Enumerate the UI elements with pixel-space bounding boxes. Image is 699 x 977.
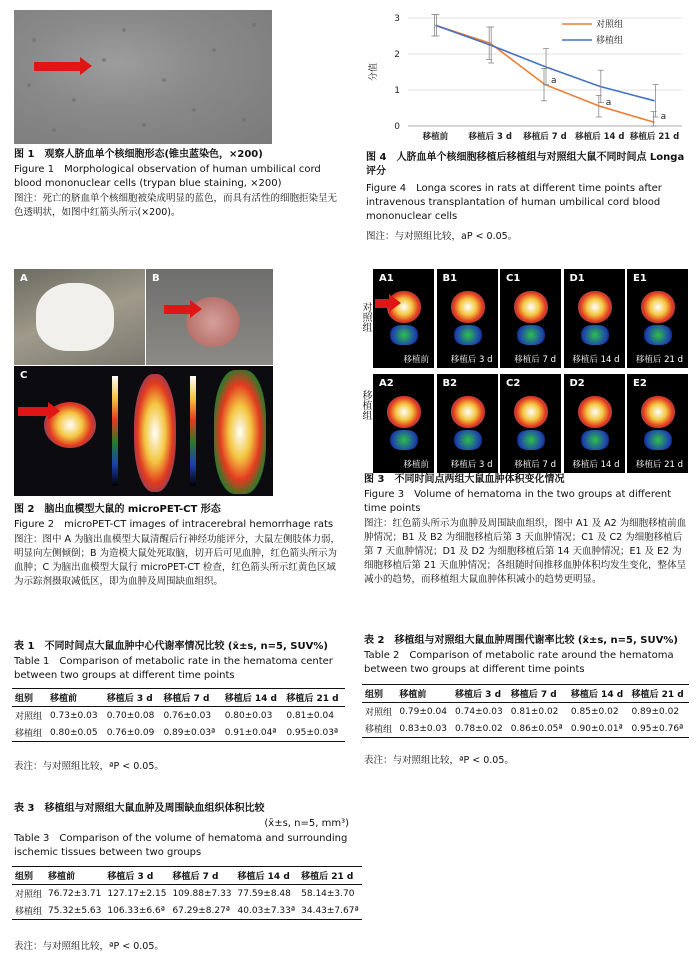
table-cell: 34.43±7.67ª: [301, 905, 359, 916]
red-arrow-icon: [375, 299, 389, 308]
panel-label: E2: [633, 378, 647, 389]
table1-title-en: Table 1 Comparison of metabolic rate in the hematoma center between two groups at different time points: [14, 656, 333, 681]
table-cell: 75.32±5.63: [48, 905, 102, 916]
figure3-pet-grid: [373, 269, 688, 477]
table-cell: 移植组: [15, 907, 43, 917]
table1-note: 表注：与对照组比较，ªP < 0.05。: [14, 761, 164, 772]
table-header: 移植前: [48, 872, 76, 882]
table-cell: 0.81±0.02: [510, 706, 559, 717]
table-cell: 109.88±7.33: [172, 888, 232, 899]
pet-brain-blob: [641, 396, 675, 428]
pet-lower-blob: [390, 430, 418, 450]
figure1-image: [14, 10, 272, 144]
table3-units: (x̄±s, n=5, mm³): [264, 818, 349, 829]
pet-brain-blob: [387, 396, 421, 428]
panel-time-label: 移植后 7 d: [514, 460, 556, 470]
table-cell: 0.89±0.02: [631, 706, 680, 717]
panel-time-label: 移植前: [403, 460, 429, 470]
pet-scan-panel: [564, 374, 625, 473]
y-tick-label: 1: [394, 86, 400, 96]
pet-colorbar-2: [190, 376, 196, 486]
cell-texture: [14, 10, 272, 144]
x-tick-label: 移植后 3 d: [468, 132, 512, 142]
table-row: [12, 885, 362, 903]
significance-annotation: a: [551, 76, 557, 87]
table3-title-en: Table 3 Comparison of the volume of hematoma and surrounding ischemic tissues between two groups: [14, 833, 348, 858]
table-cell: 0.78±0.02: [455, 723, 503, 734]
panel-time-label: 移植后 3 d: [450, 460, 493, 470]
pet-lower-blob: [517, 325, 545, 345]
table-cell: 0.79±0.04: [399, 706, 447, 717]
pet-lower-blob: [454, 325, 482, 345]
table-header: 组别: [15, 872, 34, 882]
table-cell: 67.29±8.27ª: [172, 905, 231, 916]
legend-label: 移植组: [596, 36, 624, 46]
row-label-control: 对照组: [360, 302, 371, 332]
pet-scan-panel: [437, 374, 498, 473]
figure2-caption-en: Figure 2 microPET-CT images of intracerebral hemorrhage rats: [14, 519, 334, 530]
pet-lower-blob: [517, 430, 545, 450]
table-header: 移植后 21 d: [286, 694, 339, 704]
x-tick-label: 移植前: [422, 132, 449, 142]
panel-time-label: 移植后 3 d: [450, 355, 493, 365]
table-cell: 127.17±2.15: [107, 888, 167, 899]
table3-title-cn: 表 3 移植组与对照组大鼠血肿及周围缺血组织体积比较: [14, 803, 265, 814]
panel-time-label: 移植后 21 d: [635, 355, 683, 365]
figure2-panel-a: [14, 269, 145, 365]
table-cell: 0.95±0.76ª: [631, 723, 684, 734]
significance-annotation: a: [605, 97, 612, 108]
longa-score-chart: [362, 8, 692, 148]
panel-time-label: 移植前: [403, 355, 429, 365]
row-label-transplant: 移植组: [360, 390, 371, 420]
panel-label: A1: [379, 273, 394, 284]
pet-scan-body: [134, 374, 176, 492]
x-tick-label: 移植后 21 d: [629, 132, 680, 142]
figure1-note: 图注：死亡的脐血单个核细胞被染成明显的蓝色，而具有活性的细胞拒染呈无色透明状，如图中红箭头所示(×200)。: [14, 193, 338, 218]
table-cell: 106.33±6.6ª: [107, 905, 165, 916]
table-header-row: [362, 685, 689, 703]
red-arrow-icon: [34, 62, 80, 71]
panel-time-label: 移植后 14 d: [572, 460, 620, 470]
table1-title-cn: 表 1 不同时间点大鼠血肿中心代谢率情况比较 (x̄±s, n=5, SUV%): [14, 641, 328, 652]
table-header: 移植前: [399, 690, 427, 700]
pet-brain-blob: [641, 291, 675, 323]
table-cell: 对照组: [15, 890, 43, 900]
table-header: 移植后 3 d: [106, 694, 153, 704]
pet-brain-blob: [578, 396, 612, 428]
y-tick-label: 2: [394, 50, 400, 60]
panel-label: E1: [633, 273, 647, 284]
table3-note: 表注：与对照组比较，ªP < 0.05。: [14, 941, 164, 952]
table-cell: 58.14±3.70: [301, 888, 355, 899]
table1: [12, 688, 345, 742]
pet-brain-blob: [451, 396, 485, 428]
rat-body: [36, 283, 114, 351]
pet-lower-blob: [390, 325, 418, 345]
table-row: [12, 902, 362, 920]
table-cell: 0.80±0.03: [224, 710, 273, 721]
table-cell: 0.89±0.03ª: [163, 727, 216, 738]
panel-label-b: B: [152, 273, 160, 284]
panel-time-label: 移植后 7 d: [514, 355, 556, 365]
figure1-caption-en: Figure 1 Morphological observation of human umbilical cord blood mononuclear cells (trypan blue staining, ×200): [14, 164, 321, 189]
figure3-caption-cn: 图 3 不同时间点两组大鼠血肿体积变化情况: [364, 474, 565, 485]
pet-scan-panel: [627, 269, 688, 368]
pet-brain-blob: [578, 291, 612, 323]
table-cell: 移植组: [365, 725, 393, 735]
table-header: 移植后 7 d: [172, 872, 219, 882]
table-header-row: [12, 867, 362, 885]
table2: [362, 684, 689, 738]
y-axis-label: 分值: [369, 62, 379, 82]
table-header: 移植后 7 d: [163, 694, 210, 704]
panel-label: D2: [569, 378, 585, 389]
pet-lower-blob: [581, 325, 609, 345]
pet-lower-blob: [644, 325, 672, 345]
table-header: 移植后 14 d: [237, 872, 290, 882]
table2-title-en: Table 2 Comparison of metabolic rate around the hematoma between two groups at different time points: [364, 650, 674, 675]
pet-scan-panel: [500, 374, 561, 473]
table-cell: 0.85±0.02: [570, 706, 619, 717]
figure4-note: 图注：与对照组比较，aP < 0.05。: [366, 231, 518, 242]
panel-label-a: A: [20, 273, 28, 284]
table-row: [362, 703, 689, 721]
table-cell: 0.83±0.03: [399, 723, 447, 734]
panel-time-label: 移植后 21 d: [635, 460, 683, 470]
table3: [12, 866, 362, 920]
table-header: 组别: [15, 694, 34, 704]
table-cell: 对照组: [15, 712, 43, 722]
table-header: 移植前: [49, 694, 77, 704]
table-cell: 0.91±0.04ª: [224, 727, 277, 738]
pet-lower-blob: [644, 430, 672, 450]
panel-label: C1: [506, 273, 521, 284]
table-row: [12, 707, 345, 725]
table2-note: 表注：与对照组比较，ªP < 0.05。: [364, 755, 514, 766]
table-cell: 77.59±8.48: [237, 888, 291, 899]
figure2-panel-b: [146, 269, 273, 365]
panel-label: A2: [379, 378, 394, 389]
panel-label: B1: [442, 273, 458, 284]
figure2-note: 图注：图中 A 为脑出血模型大鼠清醒后行神经功能评分，大鼠左侧肢体力弱，明显向左侧倾倒；B 为造模大鼠处死取脑，切开后可见血肿，红色箭头所示为血肿；C 为脑出血模型大鼠行 microPET-CT 检查，红色箭头所示红黄色区域为示踪剂摄取减低区，即为血肿及周围缺血组织。: [14, 534, 341, 587]
table-cell: 76.72±3.71: [48, 888, 102, 899]
pet-scan-panel: [627, 374, 688, 473]
panel-label: D1: [569, 273, 585, 284]
table-cell: 40.03±7.33ª: [237, 905, 296, 916]
pet-scan-side: [214, 370, 266, 494]
red-arrow-icon: [18, 407, 48, 416]
table-cell: 对照组: [365, 708, 393, 718]
figure2-caption-cn: 图 2 脑出血模型大鼠的 microPET-CT 形态: [14, 504, 221, 515]
y-tick-label: 0: [394, 122, 400, 132]
table-row: [12, 724, 345, 742]
table-cell: 0.76±0.09: [106, 727, 155, 738]
table-header: 移植后 14 d: [570, 690, 624, 700]
table-cell: 0.73±0.03: [49, 710, 98, 721]
panel-time-label: 移植后 14 d: [572, 355, 620, 365]
table-cell: 0.76±0.03: [163, 710, 212, 721]
table-cell: 0.81±0.04: [286, 710, 334, 721]
table-header: 组别: [365, 690, 384, 700]
table-header-row: [12, 689, 345, 707]
table-cell: 0.74±0.03: [455, 706, 503, 717]
x-tick-label: 移植后 14 d: [575, 132, 625, 142]
pet-scan-panel: [437, 269, 498, 368]
pet-colorbar: [112, 376, 118, 486]
pet-scan-panel: [373, 269, 434, 368]
panel-label: B2: [442, 378, 458, 389]
table-cell: 0.80±0.05: [49, 727, 98, 738]
figure1-caption-cn: 图 1 观察人脐血单个核细胞形态(锥虫蓝染色，×200): [14, 149, 263, 160]
red-arrow-icon: [164, 305, 190, 314]
y-tick-label: 3: [394, 14, 400, 24]
figure2-panel-c: [14, 366, 273, 496]
figure3-note: 图注：红色箭头所示为血肿及周围缺血组织，图中 A1 及 A2 为细胞移植前血肿情况；B1 及 B2 为细胞移植后第 3 天血肿情况；C1 及 C2 为细胞移植后第 7 天血肿情况；D1 及 D2 为细胞移植后第 14 天血肿情况；E1 及 E2 为细胞移植后第 21 天血肿情况；各组随时间推移血肿体积均发生变化，整体呈减小的趋势，而移植组大鼠血肿体积减小的趋势更明显。: [364, 518, 687, 585]
pet-lower-blob: [581, 430, 609, 450]
significance-annotation: a: [660, 112, 667, 123]
pet-brain-blob: [514, 396, 548, 428]
table-cell: 0.90±0.01ª: [570, 723, 623, 734]
figure3-caption-en: Figure 3 Volume of hematoma in the two groups at different time points: [364, 489, 672, 514]
figure4-caption-en: Figure 4 Longa scores in rats at different time points after intravenous transplantation of human umbilical cord blood mononuclear cells: [366, 183, 662, 222]
pet-brain-blob: [451, 291, 485, 323]
panel-label-c: C: [20, 370, 28, 381]
pet-lower-blob: [454, 430, 482, 450]
table-row: [362, 720, 689, 738]
table-header: 移植后 3 d: [107, 872, 154, 882]
table-header: 移植后 3 d: [455, 690, 502, 700]
table-header: 移植后 21 d: [301, 872, 354, 882]
figure4-caption-cn: 图 4 人脐血单个核细胞移植后移植组与对照组大鼠不同时间点 Longa 评分: [366, 152, 685, 177]
table2-title-cn: 表 2 移植组与对照组大鼠血肿周围代谢率比较 (x̄±s, n=5, SUV%): [364, 635, 678, 646]
legend-label: 对照组: [596, 20, 624, 30]
x-tick-label: 移植后 7 d: [523, 132, 567, 142]
pet-brain-blob: [514, 291, 548, 323]
table-header: 移植后 14 d: [224, 694, 277, 704]
table-header: 移植后 21 d: [631, 690, 684, 700]
pet-scan-panel: [500, 269, 561, 368]
pet-scan-panel: [564, 269, 625, 368]
table-cell: 0.86±0.05ª: [510, 723, 563, 734]
table-header: 移植后 7 d: [510, 690, 557, 700]
table-cell: 移植组: [15, 729, 43, 739]
panel-label: C2: [506, 378, 521, 389]
table-cell: 0.95±0.03ª: [286, 727, 339, 738]
table-cell: 0.70±0.08: [106, 710, 155, 721]
pet-scan-panel: [373, 374, 434, 473]
